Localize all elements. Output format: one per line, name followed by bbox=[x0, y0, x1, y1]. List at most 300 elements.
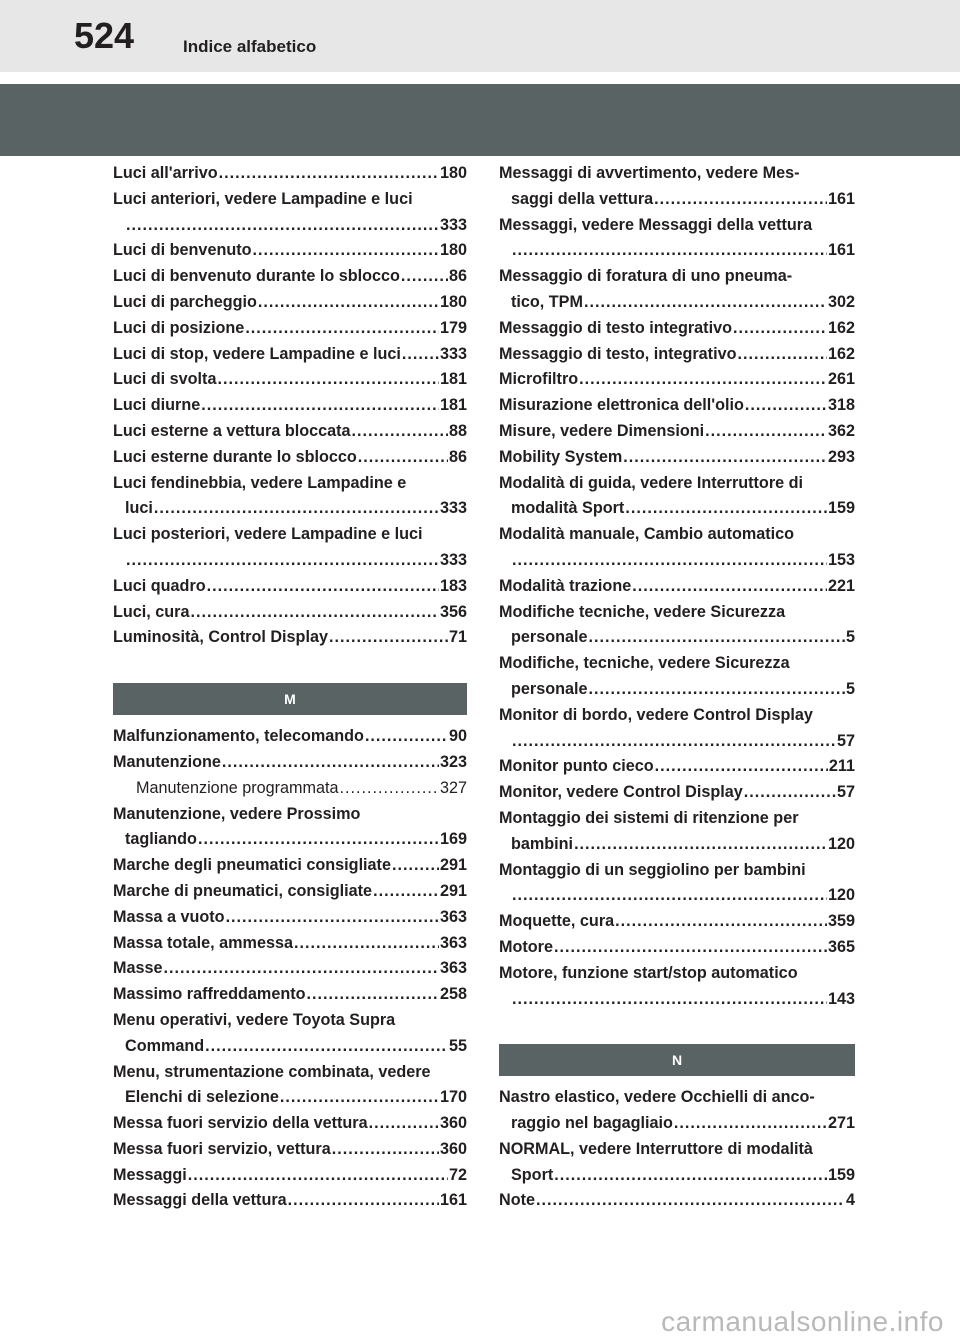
index-column-left bbox=[113, 161, 467, 1214]
index-entry-line bbox=[499, 754, 855, 780]
index-entry-line bbox=[499, 316, 855, 342]
index-entry-line bbox=[113, 1137, 467, 1163]
index-entry-text: Luci diurne bbox=[113, 396, 201, 415]
page-reference[interactable]: 120 bbox=[827, 886, 855, 905]
index-entry bbox=[113, 982, 467, 1008]
index-entry-text: Messa fuori servizio della vettura bbox=[113, 1114, 368, 1133]
page-reference[interactable]: 363 bbox=[439, 959, 467, 978]
index-entry-text: Massa a vuoto bbox=[113, 907, 225, 926]
page-reference[interactable]: 5 bbox=[845, 679, 855, 698]
index-entry bbox=[113, 393, 467, 419]
page-reference[interactable]: 162 bbox=[827, 344, 855, 363]
dot-leader bbox=[654, 187, 827, 213]
index-entry-text: Masse bbox=[113, 959, 163, 978]
index-entry bbox=[113, 879, 467, 905]
index-entry-line bbox=[113, 1188, 467, 1214]
index-entry-text: Nastro elastico, vedere Occhielli di anco- bbox=[499, 1088, 815, 1107]
index-entry-line bbox=[113, 1034, 467, 1060]
index-entry bbox=[113, 264, 467, 290]
index-entry bbox=[113, 724, 467, 750]
index-entry bbox=[113, 905, 467, 931]
index-entry-text: bambini bbox=[511, 834, 574, 853]
index-entry-line bbox=[499, 703, 855, 729]
index-entry-text: Luci quadro bbox=[113, 576, 206, 595]
index-entry bbox=[499, 703, 855, 755]
dot-leader bbox=[154, 496, 439, 522]
index-entry-line bbox=[499, 471, 855, 497]
page-reference[interactable]: 291 bbox=[439, 856, 467, 875]
page-reference[interactable]: 333 bbox=[439, 550, 467, 569]
index-subentry bbox=[113, 776, 467, 802]
index-entry-line bbox=[499, 935, 855, 961]
index-entry bbox=[499, 264, 855, 316]
dot-leader bbox=[365, 724, 448, 750]
index-entry bbox=[113, 600, 467, 626]
letter-heading-m: M bbox=[113, 683, 467, 715]
page-reference[interactable]: 327 bbox=[439, 778, 467, 797]
dot-leader bbox=[217, 367, 439, 393]
dot-leader bbox=[207, 574, 439, 600]
index-entry-line bbox=[113, 342, 467, 368]
index-entry-text: Luci di benvenuto bbox=[113, 241, 252, 260]
index-entry-text: Mobility System bbox=[499, 447, 623, 466]
page-reference[interactable]: 179 bbox=[439, 318, 467, 337]
index-entry-line bbox=[499, 342, 855, 368]
index-entry-text: Luci di benvenuto durante lo sblocco bbox=[113, 267, 400, 286]
index-entry-text: Luci di posizione bbox=[113, 318, 245, 337]
page-reference[interactable]: 365 bbox=[827, 937, 855, 956]
page-reference[interactable]: 362 bbox=[827, 421, 855, 440]
index-entry-text: Menu operativi, vedere Toyota Supra bbox=[113, 1010, 396, 1029]
page-reference[interactable]: 333 bbox=[439, 344, 467, 363]
index-entry bbox=[113, 290, 467, 316]
index-entry-line bbox=[499, 651, 855, 677]
dot-leader bbox=[623, 445, 827, 471]
page-reference[interactable]: 86 bbox=[448, 267, 467, 286]
index-entry-line bbox=[113, 625, 467, 651]
index-entry bbox=[499, 574, 855, 600]
index-entry-text: Luci, cura bbox=[113, 602, 190, 621]
index-entry-line bbox=[499, 1111, 855, 1137]
index-entry bbox=[499, 1188, 855, 1214]
index-entry-line bbox=[499, 213, 855, 239]
index-entry-text: Microfiltro bbox=[499, 370, 579, 389]
index-entry-line bbox=[113, 1008, 467, 1034]
dot-leader bbox=[205, 1034, 448, 1060]
index-entry bbox=[499, 858, 855, 910]
index-entry-text: Luci esterne a vettura bloccata bbox=[113, 421, 351, 440]
index-entry-line bbox=[499, 780, 855, 806]
index-entry-line bbox=[499, 909, 855, 935]
index-entry bbox=[113, 419, 467, 445]
dot-leader bbox=[401, 264, 448, 290]
index-entry bbox=[113, 956, 467, 982]
index-entry-line bbox=[499, 238, 855, 264]
dot-leader bbox=[512, 987, 827, 1013]
index-entry-line bbox=[113, 1085, 467, 1111]
page-reference[interactable]: 360 bbox=[439, 1139, 467, 1158]
index-entry-text: tico, TPM bbox=[511, 292, 583, 311]
page-reference[interactable]: 143 bbox=[827, 989, 855, 1008]
page-reference[interactable]: 159 bbox=[827, 499, 855, 518]
page-reference[interactable]: 90 bbox=[448, 727, 467, 746]
dot-leader bbox=[339, 776, 439, 802]
dot-leader bbox=[588, 677, 845, 703]
top-header-bar bbox=[0, 0, 960, 72]
dot-leader bbox=[294, 931, 439, 957]
header-band bbox=[0, 84, 960, 156]
page-reference[interactable]: 333 bbox=[439, 215, 467, 234]
index-entry bbox=[113, 316, 467, 342]
index-entry bbox=[499, 213, 855, 265]
dot-leader bbox=[219, 161, 439, 187]
index-entry-line bbox=[113, 419, 467, 445]
page-reference[interactable]: 363 bbox=[439, 933, 467, 952]
index-entry bbox=[113, 471, 467, 523]
index-entry-line bbox=[499, 290, 855, 316]
index-entry-text: Motore, funzione start/stop automatico bbox=[499, 963, 798, 982]
page-reference[interactable]: 161 bbox=[439, 1191, 467, 1210]
index-entry-text: Luci anteriori, vedere Lampadine e luci bbox=[113, 189, 413, 208]
dot-leader bbox=[245, 316, 439, 342]
page-reference[interactable]: 153 bbox=[827, 550, 855, 569]
index-entry-text: Messaggio di foratura di uno pneuma- bbox=[499, 267, 793, 286]
dot-leader bbox=[188, 1163, 448, 1189]
index-group-m-continued bbox=[499, 161, 855, 1012]
index-entry-text: Messa fuori servizio, vettura bbox=[113, 1139, 331, 1158]
index-entry bbox=[113, 1163, 467, 1189]
index-entry-text: Monitor, vedere Control Display bbox=[499, 783, 743, 802]
index-entry bbox=[499, 1137, 855, 1189]
page-reference[interactable]: 302 bbox=[827, 292, 855, 311]
index-entry-text: Modalità trazione bbox=[499, 576, 632, 595]
index-entry bbox=[499, 419, 855, 445]
dot-leader bbox=[554, 935, 827, 961]
index-entry-line bbox=[113, 600, 467, 626]
index-entry-text: Monitor punto cieco bbox=[499, 757, 654, 776]
index-entry-line bbox=[113, 471, 467, 497]
index-entry-text: Manutenzione, vedere Prossimo bbox=[113, 804, 361, 823]
index-entry bbox=[499, 909, 855, 935]
page-reference[interactable]: 170 bbox=[439, 1088, 467, 1107]
page-reference[interactable]: 293 bbox=[827, 447, 855, 466]
index-entry-line bbox=[113, 905, 467, 931]
index-entry-text: raggio nel bagagliaio bbox=[511, 1114, 673, 1133]
index-entry-text: Montaggio dei sistemi di ritenzione per bbox=[499, 808, 799, 827]
index-entry-text: Moquette, cura bbox=[499, 912, 615, 931]
dot-leader bbox=[579, 367, 827, 393]
dot-leader bbox=[190, 600, 439, 626]
dot-leader bbox=[512, 729, 836, 755]
page-reference[interactable]: 86 bbox=[448, 447, 467, 466]
index-entry bbox=[113, 574, 467, 600]
page-reference[interactable]: 169 bbox=[439, 830, 467, 849]
page-reference[interactable]: 55 bbox=[448, 1036, 467, 1055]
index-entry bbox=[113, 853, 467, 879]
index-entry-text: Messaggio di testo, integrativo bbox=[499, 344, 737, 363]
index-entry bbox=[113, 367, 467, 393]
page-reference[interactable]: 120 bbox=[827, 834, 855, 853]
page-reference[interactable]: 356 bbox=[439, 602, 467, 621]
index-group-luci bbox=[113, 161, 467, 651]
index-entry-text: Luci posteriori, vedere Lampadine e luci bbox=[113, 525, 423, 544]
dot-leader bbox=[280, 1085, 439, 1111]
dot-leader bbox=[258, 290, 439, 316]
index-entry-line bbox=[136, 776, 467, 802]
index-entry-line bbox=[113, 827, 467, 853]
index-entry-line bbox=[113, 548, 467, 574]
dot-leader bbox=[201, 393, 439, 419]
dot-leader bbox=[288, 1188, 439, 1214]
dot-leader bbox=[536, 1188, 845, 1214]
page-reference[interactable]: 161 bbox=[827, 189, 855, 208]
section-title: Indice alfabetico bbox=[183, 37, 317, 56]
dot-leader bbox=[253, 238, 439, 264]
dot-leader bbox=[402, 342, 439, 368]
index-entry-text: Messaggi bbox=[113, 1165, 187, 1184]
page-reference[interactable]: 211 bbox=[828, 757, 855, 776]
page-reference[interactable]: 359 bbox=[827, 912, 855, 931]
dot-leader bbox=[625, 496, 827, 522]
index-entry-line bbox=[113, 879, 467, 905]
index-entry-line bbox=[113, 931, 467, 957]
index-entry-text: personale bbox=[511, 628, 588, 647]
dot-leader bbox=[512, 883, 827, 909]
index-entry-line bbox=[113, 1163, 467, 1189]
index-entry bbox=[113, 342, 467, 368]
letter-heading-n: N bbox=[499, 1044, 855, 1076]
page-reference[interactable]: 333 bbox=[439, 499, 467, 518]
index-group-m bbox=[113, 724, 467, 1214]
index-entry-line bbox=[499, 161, 855, 187]
index-entry-text: Elenchi di selezione bbox=[125, 1088, 279, 1107]
dot-leader bbox=[198, 827, 439, 853]
dot-leader bbox=[392, 853, 439, 879]
dot-leader bbox=[632, 574, 827, 600]
index-entry-text: Malfunzionamento, telecomando bbox=[113, 727, 364, 746]
dot-leader bbox=[352, 419, 448, 445]
page-reference[interactable]: 258 bbox=[439, 985, 467, 1004]
index-entry-line bbox=[499, 1188, 855, 1214]
index-entry-line bbox=[113, 264, 467, 290]
index-entry-line bbox=[499, 729, 855, 755]
page-reference[interactable]: 5 bbox=[845, 628, 855, 647]
index-entry bbox=[499, 445, 855, 471]
dot-leader bbox=[744, 780, 836, 806]
index-entry-line bbox=[499, 677, 855, 703]
dot-leader bbox=[332, 1137, 439, 1163]
index-entry-text: Marche degli pneumatici consigliate bbox=[113, 856, 391, 875]
index-entry-line bbox=[113, 187, 467, 213]
index-entry-text: Modalità di guida, vedere Interruttore di bbox=[499, 473, 804, 492]
page-reference[interactable]: 181 bbox=[439, 396, 467, 415]
page-reference[interactable]: 161 bbox=[827, 241, 855, 260]
dot-leader bbox=[126, 548, 439, 574]
index-entry-line bbox=[113, 238, 467, 264]
page-reference[interactable]: 181 bbox=[439, 370, 467, 389]
page-reference[interactable]: 318 bbox=[827, 396, 855, 415]
index-entry-line bbox=[113, 316, 467, 342]
page-number: 524 bbox=[74, 15, 135, 56]
page-reference[interactable]: 180 bbox=[439, 164, 467, 182]
page-reference[interactable]: 360 bbox=[439, 1114, 467, 1133]
index-entry bbox=[113, 522, 467, 574]
index-entry-text: Luci fendinebbia, vedere Lampadine e bbox=[113, 473, 407, 492]
index-entry-text: saggi della vettura bbox=[511, 189, 654, 208]
page-reference[interactable]: 159 bbox=[827, 1165, 855, 1184]
page-reference[interactable]: 183 bbox=[439, 576, 467, 595]
index-entry-line bbox=[499, 445, 855, 471]
page-reference[interactable]: 261 bbox=[827, 370, 855, 389]
page-reference[interactable]: 57 bbox=[836, 731, 855, 750]
dot-leader bbox=[307, 982, 439, 1008]
index-entry-text: Messaggi della vettura bbox=[113, 1191, 287, 1210]
watermark: carmanualsonline.info bbox=[661, 1306, 944, 1337]
index-entry-line bbox=[113, 161, 467, 187]
index-entry bbox=[113, 1137, 467, 1163]
index-entry bbox=[113, 1111, 467, 1137]
index-entry bbox=[499, 651, 855, 703]
index-entry bbox=[113, 238, 467, 264]
index-entry bbox=[113, 1188, 467, 1214]
page-reference[interactable]: 180 bbox=[439, 292, 467, 311]
index-entry bbox=[499, 161, 855, 213]
index-entry-line bbox=[499, 522, 855, 548]
page-reference[interactable]: 57 bbox=[836, 783, 855, 802]
index-entry bbox=[499, 342, 855, 368]
index-entry-text: Note bbox=[499, 1191, 535, 1210]
page-reference[interactable]: 291 bbox=[439, 881, 467, 900]
index-entry-text: Command bbox=[125, 1036, 205, 1055]
index-entry bbox=[113, 931, 467, 957]
dot-leader bbox=[574, 832, 827, 858]
dot-leader bbox=[705, 419, 827, 445]
index-entry-text: luci bbox=[125, 499, 153, 518]
dot-leader bbox=[358, 445, 448, 471]
index-entry-text: Manutenzione programmata bbox=[136, 778, 339, 797]
index-entry-text: Modifiche tecniche, vedere Sicurezza bbox=[499, 602, 786, 621]
index-entry-text: Luci di svolta bbox=[113, 370, 217, 389]
index-entry bbox=[499, 600, 855, 652]
dot-leader bbox=[369, 1111, 439, 1137]
dot-leader bbox=[222, 750, 439, 776]
dot-leader bbox=[554, 1163, 827, 1189]
index-entry-text: Luminosità, Control Display bbox=[113, 628, 328, 647]
index-entry-text: personale bbox=[511, 679, 588, 698]
index-entry-line bbox=[113, 393, 467, 419]
dot-leader bbox=[674, 1111, 827, 1137]
page-reference[interactable]: 363 bbox=[439, 907, 467, 926]
index-entry-text: Messaggi, vedere Messaggi della vettura bbox=[499, 215, 813, 234]
page-reference[interactable]: 271 bbox=[827, 1114, 855, 1133]
index-entry-text: Montaggio di un seggiolino per bambini bbox=[499, 860, 806, 879]
index-entry-text: Messaggi di avvertimento, vedere Mes- bbox=[499, 164, 800, 182]
index-entry-text: Luci di parcheggio bbox=[113, 292, 257, 311]
index-entry-line bbox=[499, 1163, 855, 1189]
page-reference[interactable]: 180 bbox=[439, 241, 467, 260]
index-entry-line bbox=[113, 290, 467, 316]
dot-leader bbox=[164, 956, 439, 982]
index-entry-text: Messaggio di testo integrativo bbox=[499, 318, 732, 337]
page-reference[interactable]: 71 bbox=[448, 628, 467, 647]
index-entry-line bbox=[113, 574, 467, 600]
index-entry-text: Marche di pneumatici, consigliate bbox=[113, 881, 373, 900]
index-entry-text: Modalità manuale, Cambio automatico bbox=[499, 525, 795, 544]
index-entry-line bbox=[499, 961, 855, 987]
dot-leader bbox=[733, 316, 827, 342]
dot-leader bbox=[373, 879, 439, 905]
index-entry-line bbox=[113, 496, 467, 522]
page-reference[interactable]: 323 bbox=[439, 752, 467, 771]
page-reference[interactable]: 88 bbox=[448, 421, 467, 440]
index-entry bbox=[499, 522, 855, 574]
index-entry-line bbox=[113, 750, 467, 776]
index-entry bbox=[113, 1060, 467, 1112]
index-entry-line bbox=[499, 858, 855, 884]
index-entry bbox=[113, 750, 467, 776]
page-reference[interactable]: 162 bbox=[827, 318, 855, 337]
dot-leader bbox=[584, 290, 827, 316]
index-entry-text: Sport bbox=[511, 1165, 554, 1184]
index-entry-line bbox=[499, 367, 855, 393]
index-entry-line bbox=[499, 574, 855, 600]
index-entry bbox=[113, 161, 467, 187]
index-entry-text: tagliando bbox=[125, 830, 197, 849]
index-entry bbox=[499, 935, 855, 961]
index-entry bbox=[113, 187, 467, 239]
dot-leader bbox=[329, 625, 448, 651]
index-entry-text: Luci all'arrivo bbox=[113, 164, 218, 182]
index-entry bbox=[113, 445, 467, 471]
index-entry-line bbox=[113, 213, 467, 239]
index-entry-text: Misurazione elettronica dell'olio bbox=[499, 396, 744, 415]
index-entry bbox=[499, 1085, 855, 1137]
index-entry-line bbox=[499, 1137, 855, 1163]
index-entry bbox=[499, 961, 855, 1013]
index-entry-line bbox=[113, 1111, 467, 1137]
index-column-right bbox=[499, 161, 855, 1214]
index-entry-text: Monitor di bordo, vedere Control Display bbox=[499, 705, 813, 724]
page-reference[interactable]: 221 bbox=[827, 576, 855, 595]
index-entry-line bbox=[499, 625, 855, 651]
index-entry-line bbox=[499, 393, 855, 419]
index-entry-line bbox=[499, 1085, 855, 1111]
index-entry bbox=[499, 780, 855, 806]
dot-leader bbox=[588, 625, 845, 651]
index-entry-text: Massimo raffreddamento bbox=[113, 985, 306, 1004]
index-entry-text: Motore bbox=[499, 937, 553, 956]
index-entry bbox=[113, 625, 467, 651]
index-entry-line bbox=[499, 264, 855, 290]
dot-leader bbox=[745, 393, 827, 419]
dot-leader bbox=[226, 905, 439, 931]
page-reference[interactable]: 72 bbox=[448, 1165, 467, 1184]
index-entry-line bbox=[113, 982, 467, 1008]
index-entry-text: Massa totale, ammessa bbox=[113, 933, 293, 952]
index-entry-line bbox=[499, 187, 855, 213]
index-entry-text: Luci di stop, vedere Lampadine e luci bbox=[113, 344, 401, 363]
index-entry bbox=[499, 754, 855, 780]
index-entry bbox=[113, 802, 467, 854]
page-reference[interactable]: 4 bbox=[845, 1191, 855, 1210]
index-entry-line bbox=[113, 1060, 467, 1086]
index-entry-line bbox=[113, 802, 467, 828]
dot-leader bbox=[512, 238, 827, 264]
index-entry-text: Misure, vedere Dimensioni bbox=[499, 421, 705, 440]
index-entry-line bbox=[499, 496, 855, 522]
index-entry-text: Manutenzione bbox=[113, 752, 221, 771]
dot-leader bbox=[737, 342, 827, 368]
